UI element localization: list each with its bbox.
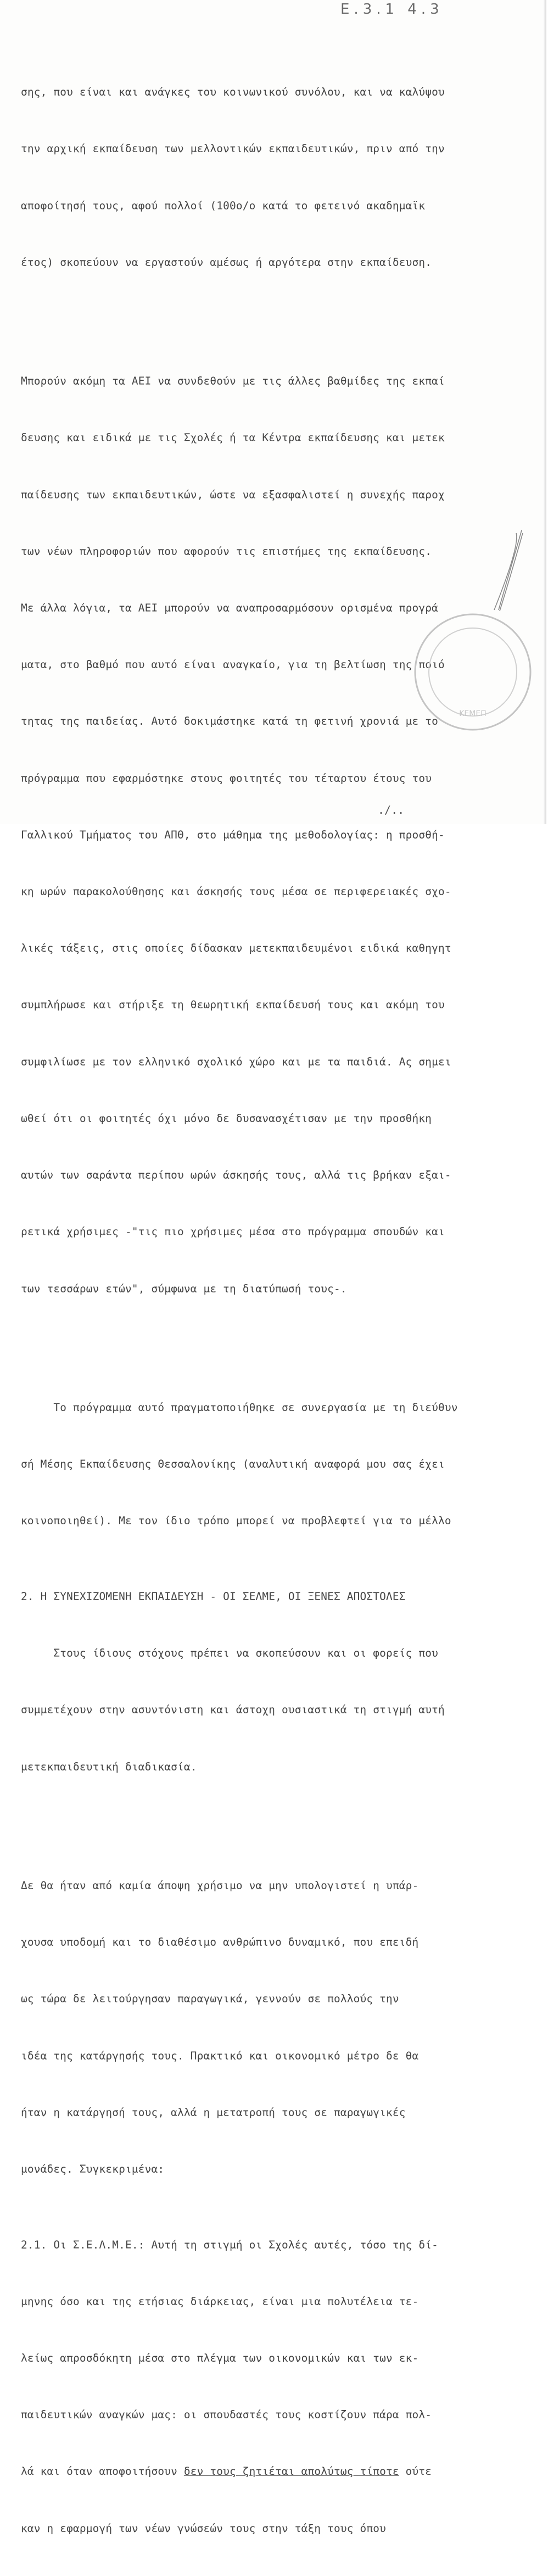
section-title: Η ΣΥΝΕΧΙΖΟΜΕΝΗ ΕΚΠΑΙΔΕΥΣΗ - ΟΙ ΣΕΛΜΕ, ΟΙ ΞΕΝΕΣ ΑΠΟΣΤΟΛΕΣ xyxy=(40,1590,406,1603)
text-line: κη ωρών παρακολούθησης και άσκησής τους μέσα σε περιφερειακές σχο- xyxy=(21,885,451,898)
text-line: καν η εφαρμογή των νέων γνώσεών τους στην τάξη τους όπου xyxy=(21,2522,386,2535)
text-line: παίδευσης των εκπαιδευτικών, ώστε να εξασφαλιστεί η συνεχής παροχ xyxy=(21,488,445,501)
text-line: μονάδες. Συγκεκριμένα: xyxy=(21,2162,165,2175)
text-line: των νέων πληροφοριών που αφορούν τις επιστήμες της εκπαίδευσης. xyxy=(21,545,432,558)
text-line: Γαλλικού Τμήματος του ΑΠΘ, στο μάθημα της μεθοδολογίας: η προσθή- xyxy=(21,828,445,841)
text-line-with-underline xyxy=(21,2462,548,2481)
subsection-number: 2.1. xyxy=(21,2238,47,2251)
text-line: πρόγραμμα που εφαρμόστηκε στους φοιτητές του τέταρτου έτους του xyxy=(21,771,432,785)
section-heading xyxy=(21,1587,548,1606)
official-stamp xyxy=(404,603,541,741)
pen-annotation-mark xyxy=(483,528,527,615)
text-line: παιδευτικών αναγκών μας: οι σπουδαστές τους κοστίζουν πάρα πολ- xyxy=(21,2408,432,2422)
text-line: συμφιλίωσε με τον ελληνικό σχολικό χώρο και με τα παιδιά. Ας σημει xyxy=(21,1055,451,1068)
text-line: αποφοίτησή τους, αφού πολλοί (100ο/ο κατά το φετεινό ακαδημαϊκ xyxy=(21,199,426,212)
text-segment: ούτε xyxy=(399,2465,432,2478)
paragraph-gap xyxy=(21,1814,548,1820)
paragraph-gap xyxy=(21,310,548,315)
stamp-text: ΚΕΜΕΠ xyxy=(459,709,487,718)
text-line: σή Μέσης Εκπαίδευσης Θεσσαλονίκης (αναλυτική αναφορά μου σας έχει xyxy=(21,1458,445,1471)
text-line: των τεσσάρων ετών", σύμφωνα με τη διατύπωσή τους-. xyxy=(21,1282,347,1295)
text-line: Στους ίδιους στόχους πρέπει να σκοπεύσουν και οι φορείς που xyxy=(21,1647,438,1660)
text-line: Μπορούν ακόμη τα ΑΕΙ να συνδεθούν με τις άλλες βαθμίδες της εκπαί xyxy=(21,375,445,388)
underlined-phrase: δεν τους ζητιέται απολύτως τίποτε xyxy=(183,2465,399,2478)
text-line: συμμετέχουν στην ασυντόνιστη και άστοχη ουσιαστικά τη στιγμή αυτή xyxy=(21,1703,445,1717)
text-line: σης, που είναι και ανάγκες του κοινωνικού συνόλου, και να καλύψου xyxy=(21,86,445,99)
text-line: ματα, στο βαθμό που αυτό είναι αναγκαίο, για τη βελτίωση της ποιό xyxy=(21,658,445,671)
section-number: 2. xyxy=(21,1590,34,1603)
text-line: ιδέα της κατάργησής τους. Πρακτικό και οικονομικό μέτρο δε θα xyxy=(21,2049,419,2062)
text-line: λικές τάξεις, στις οποίες δίδασκαν μετεκπαιδευμένοι ειδικά καθηγητ xyxy=(21,942,451,955)
text-line: Με άλλα λόγια, τα ΑΕΙ μπορούν να αναπροσαρμόσουν ορισμένα προγρά xyxy=(21,602,438,615)
header-reference: Ε.3.1 4.3 xyxy=(340,1,444,18)
text-line: λείως απροσδόκητη μέσα στο πλέγμα των οικονομικών και των εκ- xyxy=(21,2352,419,2364)
document-body xyxy=(21,26,548,2576)
text-line: Δε θα ήταν από καμία άποψη χρήσιμο να μην υπολογιστεί η υπάρ- xyxy=(21,1879,419,1892)
text-segment: Οι Σ.Ε.Λ.Μ.Ε.: Αυτή τη στιγμή οι Σχολές αυτές, τόσο της δί- xyxy=(53,2238,438,2251)
text-line: αυτών των σαράντα περίπου ωρών άσκησής τους, αλλά τις βρήκαν εξαι- xyxy=(21,1169,451,1182)
text-line: έτος) σκοπεύουν να εργαστούν αμέσως ή αργότερα στην εκπαίδευση. xyxy=(21,256,432,269)
text-line: τητας της παιδείας. Αυτό δοκιμάστηκε κατά τη φετινή χρονιά με το xyxy=(21,715,438,728)
text-line: δευσης και ειδικά με τις Σχολές ή τα Κέντρα εκπαίδευσης και μετεκ xyxy=(21,431,445,445)
paragraph-gap xyxy=(21,1336,548,1342)
text-line: ως τώρα δε λειτούργησαν παραγωγικά, γεννούν σε πολλούς την xyxy=(21,1992,399,2006)
text-line: κοινοποιηθεί). Με τον ίδιο τρόπο μπορεί να προβλεφτεί για το μέλλο xyxy=(21,1514,451,1528)
text-line: μετεκπαιδευτική διαδικασία. xyxy=(21,1760,197,1773)
text-line: χουσα υποδομή και το διαθέσιμο ανθρώπινο δυναμικό, που επειδή xyxy=(21,1936,419,1949)
subsection-line xyxy=(21,2236,548,2255)
text-line: Το πρόγραμμα αυτό πραγματοποιήθηκε σε συνεργασία με τη διεύθυν xyxy=(21,1401,458,1414)
text-line: την αρχική εκπαίδευση των μελλοντικών εκπαιδευτικών, πριν από την xyxy=(21,142,445,156)
text-line: ρετικά χρήσιμες -"τις πιο χρήσιμες μέσα στο πρόγραμμα σπουδών και xyxy=(21,1225,445,1239)
text-segment: λά και όταν αποφοιτήσουν xyxy=(21,2465,184,2478)
text-line: μηνης όσο και της ετήσιας διάρκειας, είναι μια πολυτέλεια τε- xyxy=(21,2295,419,2308)
text-line: συμπλήρωσε και στήριξε τη θεωρητική εκπαίδευσή τους και ακόμη του xyxy=(21,998,445,1012)
text-line: ωθεί ότι οι φοιτητές όχι μόνο δε δυσανασχέτισαν με την προσθήκη xyxy=(21,1112,432,1125)
page-continuation-mark: ./.. xyxy=(378,803,405,817)
page-edge-shadow xyxy=(543,0,546,824)
text-line: ήταν η κατάργησή τους, αλλά η μετατροπή τους σε παραγωγικές xyxy=(21,2106,406,2119)
